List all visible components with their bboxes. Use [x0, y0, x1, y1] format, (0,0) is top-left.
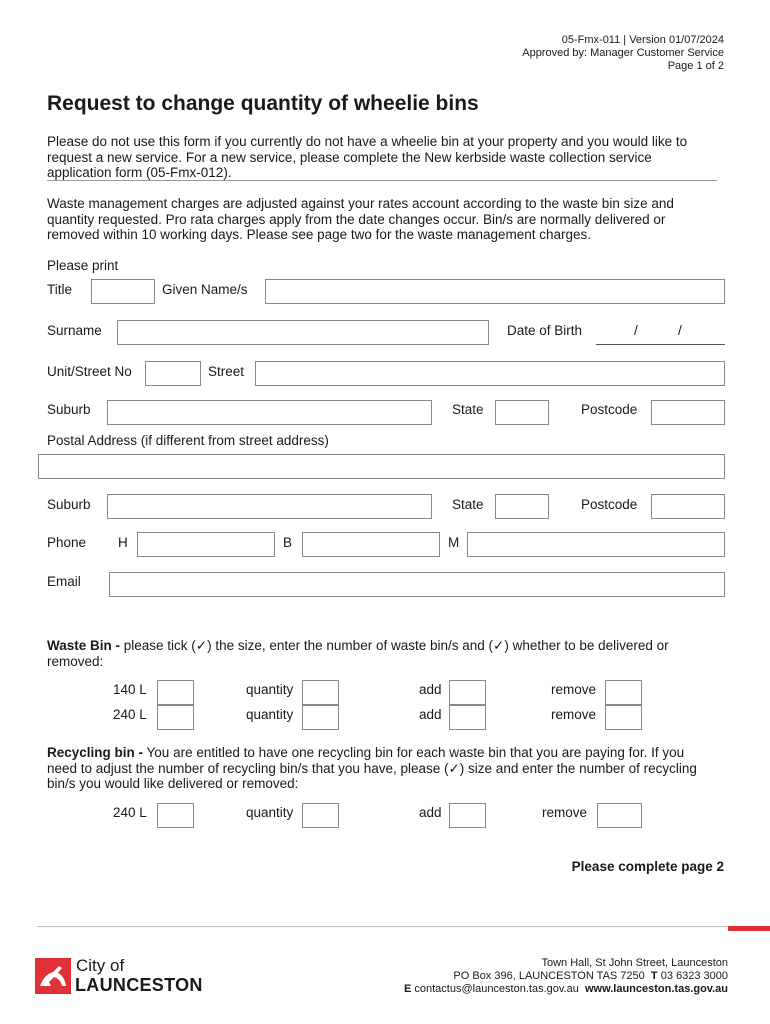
- waste-140-add-checkbox[interactable]: [449, 680, 486, 705]
- waste-size-240: 240 L: [113, 707, 147, 722]
- unit-no-field[interactable]: [145, 361, 201, 386]
- footer-postal-phone: [453, 970, 728, 982]
- waste-bin-instructions: [47, 638, 717, 669]
- postal-suburb-field[interactable]: [107, 494, 432, 519]
- waste-140-size-checkbox[interactable]: [157, 680, 194, 705]
- waste-size-140: 140 L: [113, 682, 147, 697]
- divider: [47, 180, 717, 181]
- phone-business-label: B: [283, 535, 293, 550]
- dob-separator: /: [678, 323, 682, 338]
- charges-paragraph: Waste management charges are adjusted against your rates account according to the waste bin size and quantity requested. Pro rata charges apply from the date changes occur. Bin/s are normally delivered or removed within 10 working days. Please see page two for the waste management charges.: [47, 196, 674, 242]
- phone-business-field[interactable]: [302, 532, 440, 557]
- title-field[interactable]: [91, 279, 155, 304]
- complete-page-2-note: Please complete page 2: [571, 859, 724, 874]
- footer-email[interactable]: contactus@launceston.tas.gov.au: [414, 983, 579, 995]
- email-field[interactable]: [109, 572, 725, 597]
- recycling-bin-instructions: [47, 745, 717, 792]
- footer-po-box: PO Box 396, LAUNCESTON TAS 7250: [453, 970, 645, 982]
- waste-140-remove-label: remove: [551, 682, 597, 697]
- waste-140-add-label: add: [419, 682, 442, 697]
- postal-state-label: State: [452, 497, 484, 512]
- waste-240-quantity-label: quantity: [246, 707, 294, 722]
- dob-field[interactable]: [596, 344, 725, 345]
- footer-phone-label: T: [650, 970, 658, 982]
- please-print-label: Please print: [47, 258, 119, 273]
- given-names-label: Given Name/s: [162, 282, 248, 297]
- recycling-240-size-checkbox[interactable]: [157, 803, 194, 828]
- footer-accent: [728, 926, 770, 931]
- waste-140-remove-checkbox[interactable]: [605, 680, 642, 705]
- footer-email-label: E: [403, 983, 412, 995]
- phone-mobile-label: M: [448, 535, 460, 550]
- city-logo-icon: [35, 958, 71, 994]
- postcode-label: Postcode: [581, 402, 638, 417]
- surname-label: Surname: [47, 323, 102, 338]
- recycling-add-checkbox[interactable]: [449, 803, 486, 828]
- postal-postcode-label: Postcode: [581, 497, 638, 512]
- postal-state-field[interactable]: [495, 494, 549, 519]
- postcode-field[interactable]: [651, 400, 725, 425]
- title-label: Title: [47, 282, 73, 297]
- form-title: Request to change quantity of wheelie bins: [47, 92, 479, 115]
- waste-bin-text: please tick (✓) the size, enter the number of waste bin/s and (✓) whether to be delivered or removed:: [47, 638, 669, 669]
- footer-divider: [37, 926, 770, 927]
- recycling-quantity-label: quantity: [246, 805, 294, 820]
- postal-suburb-label: Suburb: [47, 497, 91, 512]
- suburb-field[interactable]: [107, 400, 432, 425]
- given-names-field[interactable]: [265, 279, 725, 304]
- surname-field[interactable]: [117, 320, 489, 345]
- state-label: State: [452, 402, 484, 417]
- dob-separator: /: [634, 323, 638, 338]
- email-label: Email: [47, 574, 81, 589]
- phone-mobile-field[interactable]: [467, 532, 725, 557]
- waste-140-quantity-label: quantity: [246, 682, 294, 697]
- postal-postcode-field[interactable]: [651, 494, 725, 519]
- logo-launceston: LAUNCESTON: [75, 975, 203, 995]
- street-label: Street: [208, 364, 245, 379]
- form-reference: 05-Fmx-011 | Version 01/07/2024: [561, 34, 724, 46]
- logo-city-of: City of: [76, 956, 125, 975]
- recycling-remove-label: remove: [542, 805, 588, 820]
- street-field[interactable]: [255, 361, 725, 386]
- postal-address-label: Postal Address (if different from street address): [47, 433, 329, 448]
- suburb-label: Suburb: [47, 402, 91, 417]
- page-number: Page 1 of 2: [667, 60, 724, 72]
- recycling-bin-text: You are entitled to have one recycling bin for each waste bin that you are paying for. If you need to adjust the number of recycling bin/s that you have, please (✓) size and enter the number of recycling bin/s you would like delivered or removed:: [47, 745, 697, 791]
- phone-label: Phone: [47, 535, 87, 550]
- dob-label: Date of Birth: [507, 323, 583, 338]
- waste-140-quantity-field[interactable]: [302, 680, 339, 705]
- recycling-size-240: 240 L: [113, 805, 147, 820]
- recycling-quantity-field[interactable]: [302, 803, 339, 828]
- postal-address-field[interactable]: [38, 454, 725, 479]
- waste-240-quantity-field[interactable]: [302, 705, 339, 730]
- waste-240-size-checkbox[interactable]: [157, 705, 194, 730]
- waste-240-remove-checkbox[interactable]: [605, 705, 642, 730]
- waste-240-add-checkbox[interactable]: [449, 705, 486, 730]
- intro-paragraph: Please do not use this form if you currently do not have a wheelie bin at your property and you would like to request a new service. For a new service, please complete the New kerbside waste collection service application form (05-Fmx-012).: [47, 134, 688, 180]
- recycling-remove-checkbox[interactable]: [597, 803, 642, 828]
- footer-phone: 03 6323 3000: [660, 970, 728, 982]
- footer-website[interactable]: www.launceston.tas.gov.au: [584, 983, 728, 995]
- phone-home-field[interactable]: [137, 532, 275, 557]
- recycling-bin-heading: Recycling bin -: [47, 745, 144, 760]
- unit-no-label: Unit/Street No: [47, 364, 132, 379]
- waste-bin-heading: Waste Bin -: [47, 638, 121, 653]
- footer-address: Town Hall, St John Street, Launceston: [541, 957, 728, 969]
- footer-contact: [404, 983, 728, 995]
- waste-240-add-label: add: [419, 707, 442, 722]
- state-field[interactable]: [495, 400, 549, 425]
- recycling-add-label: add: [419, 805, 442, 820]
- approval-line: Approved by: Manager Customer Service: [522, 47, 724, 59]
- phone-home-label: H: [118, 535, 128, 550]
- waste-240-remove-label: remove: [551, 707, 597, 722]
